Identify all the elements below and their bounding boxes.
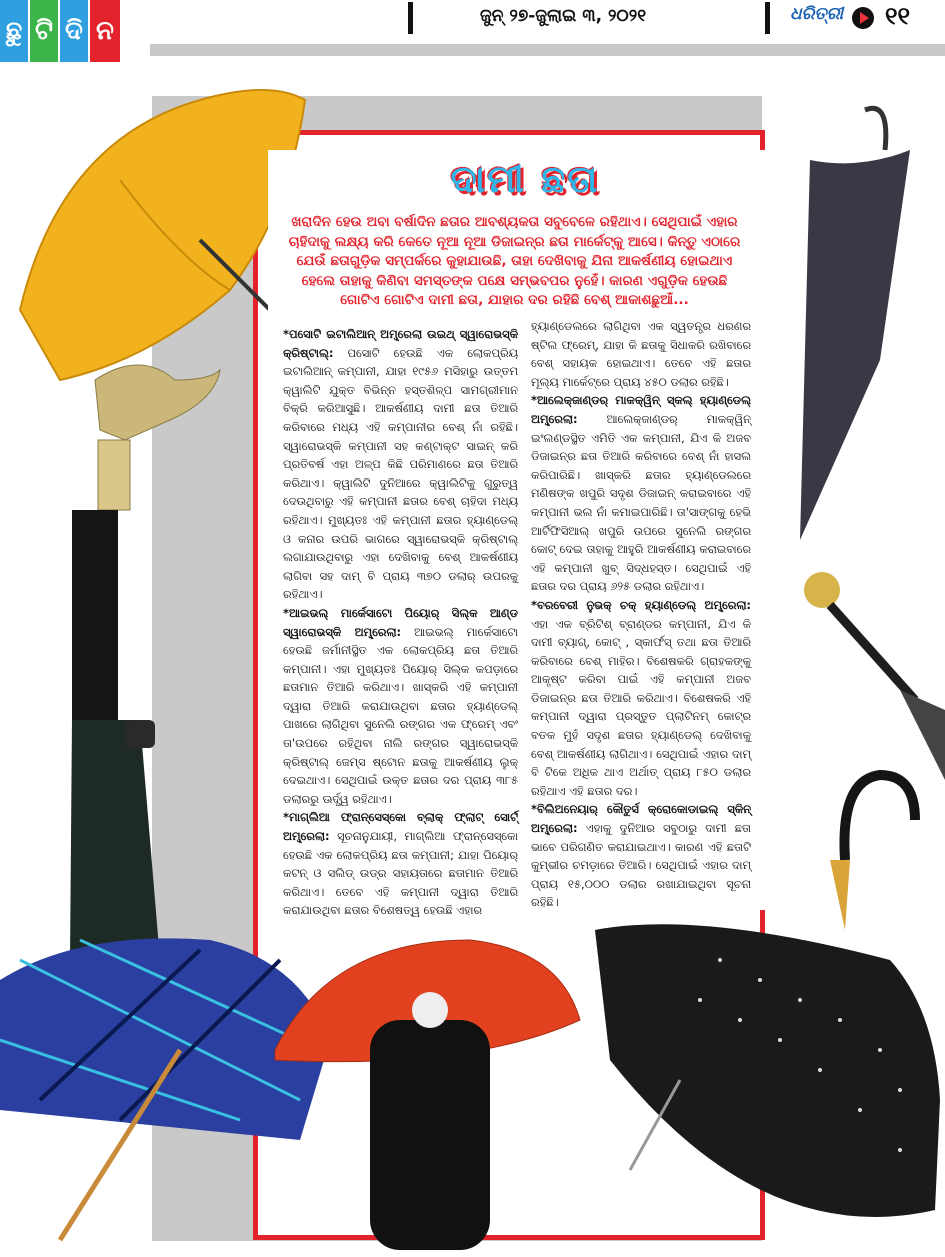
- section-tile-3: ଦି: [60, 0, 88, 62]
- duck-handle-umbrella-icon: [70, 365, 220, 960]
- black-dotted-umbrella-icon: [595, 924, 940, 1217]
- paragraph-body: ସୂଚନାନୁଯାୟୀ, ମାଗ୍ଲିଆ ଫ୍ରାନ୍ସେସ୍କୋ ହେଉଛି ଏକ ଲୋକପ୍ରିୟ ଛତା କମ୍ପାନୀ; ଯାହା ପିୟୋର୍ କଟନ୍ ଓ ସଲିଡ୍ ଉଡ୍‌ର ସହାୟତାରେ ଛତାମାନ ତିଆରି କରିଥାଏ। ତେବେ ଏହି କମ୍ପାନୀ ଦ୍ୱାରା ତିଆରି କରାଯାଉଥିବା ଛତାର ବିଶେଷତ୍ୱ ହେଉଛି ଏହାର: [283, 829, 518, 918]
- paragraph: [531, 317, 751, 391]
- page-header: [0, 0, 945, 64]
- paragraph-heading: *ବରବେରୀ ନୁଭକ୍ ଚକ୍ ହ୍ୟାଣ୍ଡେଲ୍ ଅମ୍ବ୍ରେଲା:: [531, 597, 751, 612]
- paragraph-body: ହ୍ୟାଣ୍ଡେଲରେ ଲାଗିଥିବା ଏକ ସ୍ୱତନ୍ତ୍ର ଧରଣର ଷ୍ଟିଲ ଫ୍ରେମ୍, ଯାହା କି ଛତାକୁ ସିଧାକରି ରଖିବାରେ ବେଶ୍ ସହାୟକ ହୋଇଥାଏ। ତେବେ ଏହି ଛତାର ମୂଲ୍ୟ ମାର୍କେଟ୍‌ରେ ପ୍ରାୟ ୪୫୦ ଡଲାର ରହିଛି।: [531, 319, 751, 389]
- paragraph-body: ଏହାକୁ ଦୁନିଆର ସବୁଠାରୁ ଦାମୀ ଛତା ଭାବେ ପରିଗଣିତ କରାଯାଇଥାଏ। କାରଣ ଏହି ଛତାଟି କୁମ୍ଭୀର ଚମଡ଼ାରେ ତିଆରି। ସେଥିପାଇଁ ଏହାର ଦାମ୍ ପ୍ରାୟ ୧୫,୦୦୦ ଡଲାର ରଖାଯାଇଥିବା ସୂଚନା ରହିଛି।: [531, 821, 751, 910]
- section-tile-2: ଟି: [30, 0, 58, 62]
- paragraph-heading: *ଆଇଭଲ୍ ମାର୍କେସାଟୋ ପିୟୋର୍ ସିଲ୍କ ଆଣ୍ଡ ସ୍ୱାରୋଭସ୍କି ଅମ୍ବ୍ରେଲା:: [283, 605, 518, 639]
- paragraph-heading: *ମାଗ୍ଲିଆ ଫ୍ରାନ୍ସେସ୍କୋ ବ୍ଲାକ୍ ଫ୍ଲାଟ୍‌ ସୋର୍ଟ୍ ଅମ୍ବ୍ରେଲା:: [283, 810, 518, 844]
- paragraph: [531, 391, 751, 596]
- paragraph: [283, 808, 518, 920]
- tartan-umbrella-icon: [0, 938, 330, 1240]
- paragraph-body: ପସୋଟି ହେଉଛି ଏକ ଲୋକପ୍ରିୟ ଇଟାଲିଆନ୍ କମ୍ପାନୀ, ଯାହା ୧୯୫୬ ମସିହାରୁ ଉତ୍ତମ କ୍ୱାଲିଟି ଯୁକ୍ତ ବିଭିନ୍ନ ହସ୍ତଶିଳ୍ପ ସାମଗ୍ରୀମାନ ବିକ୍ରି କରିଆସୁଛି। ଆକର୍ଷଣୀୟ ଦାମୀ ଛତା ତିଆରି କରିବାରେ ମଧ୍ୟ ଏହି କମ୍ପାନୀର ବେଶ୍ ନାଁ ରହିଛି। ସ୍ୱାରୋଭସ୍କି କମ୍ପାନୀ ସହ କଣ୍ଟାକ୍ଟ ସାଇନ୍ କରି ପ୍ରତିବର୍ଷ ଏହା ଅଳ୍ପ କିଛି ପରିମାଣରେ ଛତା ତିଆରି କରିଥାଏ। କ୍ୱାଲିଟି ଦୁନିଆରେ କ୍ୱାଲିଟିକୁ ଗୁରୁତ୍ୱ ଦେଉଥିବାରୁ ଏହି କମ୍ପାନୀ ଛତାର ବେଶ୍ ଚାହିଦା ମଧ୍ୟ ରହିଥାଏ। ମୁଖ୍ୟତଃ ଏହି କମ୍ପାନୀ ଛତାର ହ୍ୟାଣ୍ଡେଲ୍ ଓ କନାର ଉପରି ଭାଗରେ ସ୍ୱାରୋଭସ୍କି କ୍ରିଷ୍ଟାଲ୍ ଲଗାଯାଉଥିବାରୁ ଏହା ଦେଖିବାକୁ ବେଶ୍ ଆକର୍ଷଣୀୟ ଲାଗିବା ସହ ଦାମ୍ ବି ପ୍ରାୟ ୩୭୦ ଡଲାର୍ ଉପରକୁ ରହିଥାଏ।: [283, 345, 518, 602]
- paragraph-body: ଏହା ଏକ ବ୍ରିଟିଶ୍ ବ୍ରାଣ୍ଡର କମ୍ପାନୀ, ଯିଏ କି ଦାମୀ ବ୍ୟାଗ୍, କୋଟ୍ , ସ୍କାର୍ଫସ୍ ତଥା ଛତା ତିଆରି କରିବାରେ ବେଶ୍ ମାହିର। ବିଶେଷକରି ଗ୍ରାହକଙ୍କୁ ଆକୃଷ୍ଟ କରିବା ପାଇଁ ଏହି କମ୍ପାନୀ ଅଜବ ଡିଜାଇନ୍‌ର ଛତା ତିଆରି କରିଥାଏ। ବିଶେଷକରି ଏହି କମ୍ପାନୀ ଦ୍ୱାରା ପ୍ରସ୍ତୁତ ପ୍ଲାଟିନମ୍ କୋଟ୍‌ର ବତକ ମୁହଁ ସଦୃଶ ଛତାର ହ୍ୟାଣ୍ଡେଲ୍ ଦେଖିବାକୁ ବେଶ୍ ଆକର୍ଷଣୀୟ ଲାଗିଥାଏ। ସେଥିପାଇଁ ଏହାର ଦାମ୍ ବି ଟିକେ ଅଧିକ ଥାଏ ଅର୍ଥାତ୍ ପ୍ରାୟ ୮୫୦ ଡଲାର ରହିଥାଏ ଏହି ଛତାର ଦର।: [531, 616, 751, 798]
- article-intro: ଖରାଦିନ ହେଉ ଅବା ବର୍ଷାଦିନ ଛତାର ଆବଶ୍ୟକତା ସବୁବେଳେ ରହିଥାଏ। ସେଥିପାଇଁ ଏହାର ଚାହିଦାକୁ ଲକ୍ଷ୍ୟ କରି କେତେ ନୂଆ ନୂଆ ଡିଜାଇନ୍‌ର ଛତା ମାର୍କେଟ୍‌କୁ ଆସେ। କିନ୍ତୁ ଏଠାରେ ଯେଉଁ ଛତାଗୁଡ଼ିକ ସମ୍ପର୍କରେ କୁହାଯାଉଛି, ତାହା ଦେଖିବାକୁ ଯିନା ଆକର୍ଷଣୀୟ ହୋଇଥାଏ ହେଲେ ତାହାକୁ କିଣିବା ସମସ୍ତଙ୍କ ପକ୍ଷେ ସମ୍ଭବପର ନୁହେଁ। କାରଣ ଏଗୁଡ଼ିକ ହେଉଛି ଗୋଟିଏ ଗୋଟିଏ ଦାମୀ ଛତା, ଯାହାର ଦର ରହିଛି ବେଶ୍ ଆକାଶଛୁଆଁ...: [288, 214, 741, 308]
- red-umbrella-icon: [275, 940, 580, 1250]
- paragraph: [283, 604, 518, 809]
- paragraph: [531, 800, 751, 912]
- header-divider-right: [765, 2, 770, 34]
- article-column-1: [283, 325, 518, 920]
- paragraph: [283, 325, 518, 604]
- article-column-2: [531, 317, 751, 912]
- paragraph-heading: *ଆଲେକ୍‌ଜାଣ୍ଡର୍ ମାକକ୍ୱିନ୍ ସ୍କଲ୍ ହ୍ୟାଣ୍ଡେଲ୍ ଅମ୍ବ୍ରେଲା:: [531, 393, 751, 426]
- paragraph: [531, 596, 751, 801]
- header-divider-left: [408, 2, 413, 34]
- issue-date: ଜୁନ୍ ୨୭-ଜୁଲାଇ ୩, ୨୦୨୧: [480, 6, 647, 26]
- paragraph-body: ଆଲେକ୍‌ଜାଣ୍ଡର୍ ମାକକ୍ୱିନ୍ ଇଂଲଣ୍ଡସ୍ଥିତ ଏମିତି ଏକ କମ୍ପାନୀ, ଯିଏ କି ଅଜବ ଡିଜାଇନ୍‌ର ଛତା ତିଆରି କରିବାରେ ବେଶ୍ ନାଁ ହାସଲ କରିପାରିଛି। ଖାସ୍‌କରି ଛତାର ହ୍ୟାଣ୍ଡେଲରେ ମଣିଷଙ୍କ ଖପୁରି ସଦୃଶ ଡିଜାଇନ୍ କରାଇବାରେ ଏହି କମ୍ପାନୀ ଭଲ ନାଁ କମାଇପାରିଛି। ତା'ସାଙ୍ଗକୁ ହେଭି ଆର୍ଟିଫିସିଆଲ୍ ଖପୁରି ଉପରେ ସୁନେଲି ରଙ୍ଗର କୋଟ୍ ଦେଇ ତାହାକୁ ଆହୁରି ଆକର୍ଷଣୀୟ କରାଇବାରେ ଏହି କମ୍ପାନୀ ଖୁବ୍ ସିଦ୍ଧହସ୍ତ। ସେଥିପାଇଁ ଏହି ଛତାର ଦର ପ୍ରାୟ ୬୨୫ ଡଲାର ରହିଥାଏ।: [531, 411, 751, 594]
- brand-logo: ଧରିତ୍ରୀ: [790, 4, 844, 24]
- paragraph-body: ଆଇଭଲ୍ ମାର୍କେସାଟୋ ହେଉଛି ଜର୍ମାନୀସ୍ଥିତ ଏକ ଲୋକପ୍ରିୟ ଛତା ତିଆରି କମ୍ପାନୀ। ଏହା ମୁଖ୍ୟତଃ ପିୟୋର୍ ସିଲ୍କ କପଡ଼ାରେ ଛତାମାନ ତିଆରି କରିଥାଏ। ଖାସ୍‌କରି ଏହି କମ୍ପାନୀ ଦ୍ୱାରା ତିଆରି କରାଯାଉଥିବା ଛତାର ହ୍ୟାଣ୍ଡେଲ୍ ପାଖରେ ଲାଗିଥିବା ସୁନେଲି ରଙ୍ଗର ଏକ ଫ୍ରେମ୍ ଏବଂ ତା'ଉପରେ ରହିଥିବା ନାଲି ରଙ୍ଗର ସ୍ୱାରୋଭସ୍କି କ୍ରିଷ୍ଟାଲ୍ ଜେମ୍ସ ଷ୍ଟୋନ ଛତାକୁ ଆକର୍ଷଣୀୟ ଲୁକ୍ ଦେଇଥାଏ। ସେଥିପାଇଁ ଉକ୍ତ ଛତାର ଦର ପ୍ରାୟ ୩୮୫ ଡଲାରରୁ ଊର୍ଦ୍ଧ୍ୱ ରହିଥାଏ।: [283, 624, 518, 806]
- gold-knob-umbrella-icon: [804, 572, 945, 780]
- section-tile-4: ନ: [90, 0, 120, 62]
- paragraph-heading: *ବିଲିଅନେୟାର୍ କୌତୁର୍ସ କ୍ରୋକୋଡାଇଲ୍ ସ୍କିନ୍ ଅମ୍ବ୍ରେଲା:: [531, 802, 751, 836]
- section-tile-1: ଛୁ: [0, 0, 28, 62]
- paragraph-heading: *ପସୋଟି ଇଟାଲିଆନ୍ ଅମ୍ବ୍ରେଲା ଉଇଥ୍ ସ୍ୱାରୋଭସ୍କି କ୍ରିଷ୍ଟାଲ୍:: [283, 327, 518, 360]
- header-rule: [150, 44, 945, 56]
- article-title: ଦାମୀ ଛତା: [450, 156, 600, 201]
- hook-handle-umbrella-icon: [830, 775, 915, 930]
- page-number: ୧୧: [885, 2, 911, 30]
- croc-skin-umbrella-icon: [800, 108, 910, 540]
- play-icon: [852, 7, 874, 29]
